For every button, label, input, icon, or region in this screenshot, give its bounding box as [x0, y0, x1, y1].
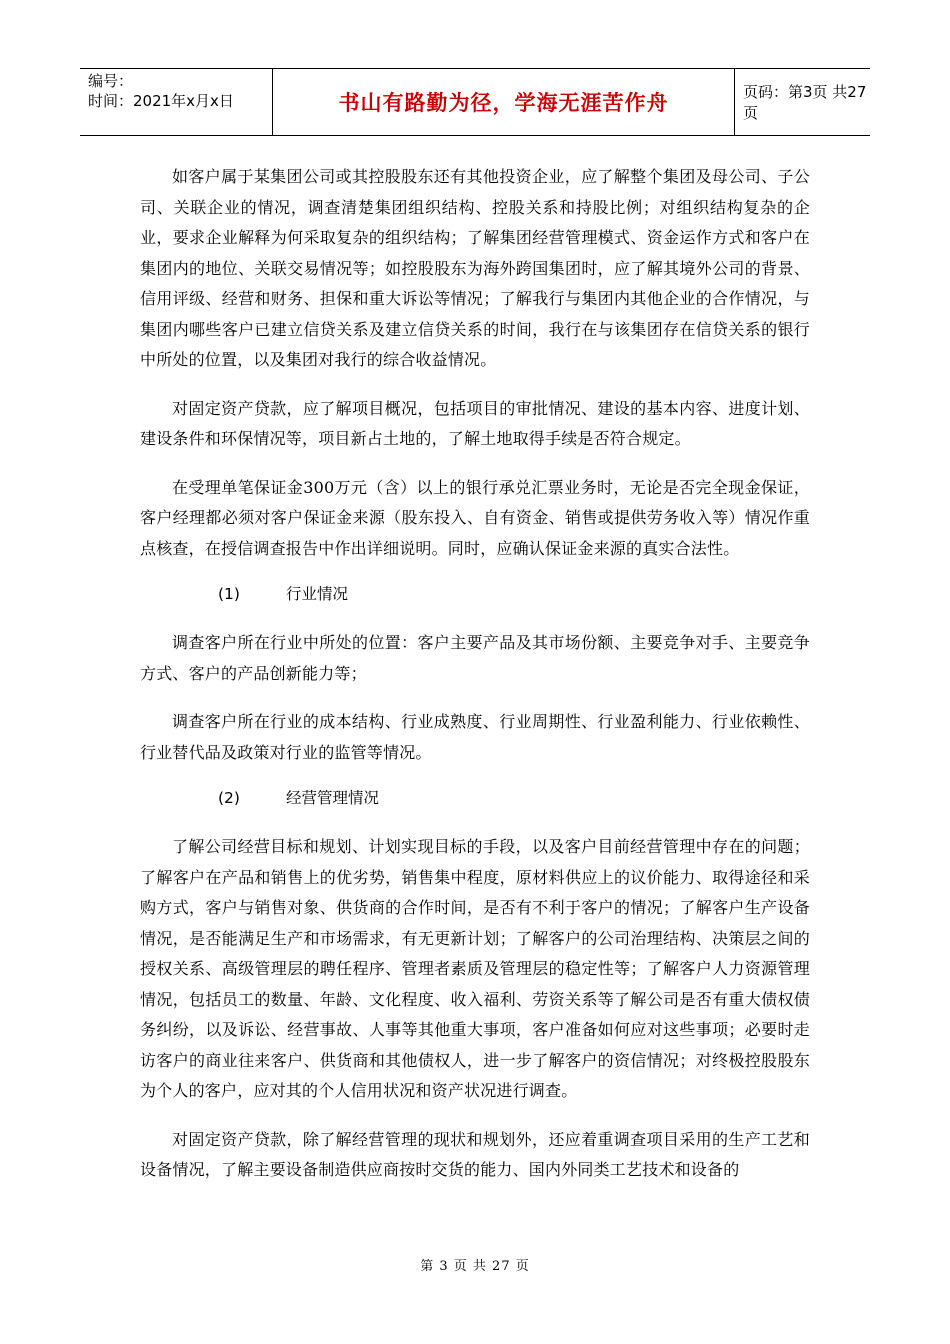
- document-body: [140, 162, 810, 1204]
- page-header: [80, 68, 870, 136]
- heading-number: (1): [218, 585, 240, 603]
- date-label: 时间：2021年x月x日: [88, 92, 234, 110]
- header-motto: 书山有路勤为径，学海无涯苦作舟: [273, 69, 735, 135]
- paragraph: 对固定资产贷款，除了解经营管理的现状和规划外，还应着重调查项目采用的生产工艺和设备情况，了解主要设备制造供应商按时交货的能力、国内外同类工艺技术和设备的: [140, 1129, 810, 1179]
- header-page-info: 页码：第3页 共27页: [743, 83, 867, 122]
- number-label: 编号：: [88, 72, 134, 90]
- section-heading-industry: [140, 582, 810, 606]
- page-footer: 第 3 页 共 27 页: [420, 1259, 530, 1274]
- paragraph: 在受理单笔保证金300万元（含）以上的银行承兑汇票业务时，无论是否完全现金保证，客户经理都必须对客户保证金来源（股东投入、自有资金、销售或提供劳务收入等）情况作重点核查，在授信调查报告中作出详细说明。同时，应确认保证金来源的真实合法性。: [140, 477, 810, 558]
- section-heading-management: [140, 786, 810, 810]
- paragraph: 了解公司经营目标和规划、计划实现目标的手段，以及客户目前经营管理中存在的问题；了解客户在产品和销售上的优劣势，销售集中程度，原材料供应上的议价能力、取得途径和采购方式，客户与销售对象、供货商的合作时间，是否有不利于客户的情况；了解客户生产设备情况，是否能满足生产和市场需求，有无更新计划；了解客户的公司治理结构、决策层之间的授权关系、高级管理层的聘任程序、管理者素质及管理层的稳定性等；了解客户人力资源管理情况，包括员工的数量、年龄、文化程度、收入福利、劳资关系等了解公司是否有重大债权债务纠纷，以及诉讼、经营事故、人事等其他重大事项，客户准备如何应对这些事项；必要时走访客户的商业往来客户、供货商和其他债权人，进一步了解客户的资信情况；对终极控股股东为个人的客户，应对其的个人信用状况和资产状况进行调查。: [140, 837, 810, 1100]
- paragraph: 调查客户所在行业中所处的位置：客户主要产品及其市场份额、主要竞争对手、主要竞争方式、客户的产品创新能力等；: [140, 633, 810, 683]
- paragraph: 对固定资产贷款，应了解项目概况，包括项目的审批情况、建设的基本内容、进度计划、建设条件和环保情况等，项目新占土地的，了解土地取得手续是否符合规定。: [140, 398, 810, 448]
- heading-title: 经营管理情况: [286, 789, 380, 807]
- heading-number: (2): [218, 789, 240, 807]
- header-meta: [80, 69, 273, 135]
- paragraph: 调查客户所在行业的成本结构、行业成熟度、行业周期性、行业盈利能力、行业依赖性、行业替代品及政策对行业的监管等情况。: [140, 712, 810, 762]
- paragraph: 如客户属于某集团公司或其控股股东还有其他投资企业，应了解整个集团及母公司、子公司、关联企业的情况，调查清楚集团组织结构、控股关系和持股比例；对组织结构复杂的企业，要求企业解释为何采取复杂的组织结构；了解集团经营管理模式、资金运作方式和客户在集团内的地位、关联交易情况等；如控股股东为海外跨国集团时，应了解其境外公司的背景、信用评级、经营和财务、担保和重大诉讼等情况；了解我行与集团内其他企业的合作情况，与集团内哪些客户已建立信贷关系及建立信贷关系的时间，我行在与该集团存在信贷关系的银行中所处的位置，以及集团对我行的综合收益情况。: [140, 167, 810, 369]
- heading-title: 行业情况: [286, 585, 349, 603]
